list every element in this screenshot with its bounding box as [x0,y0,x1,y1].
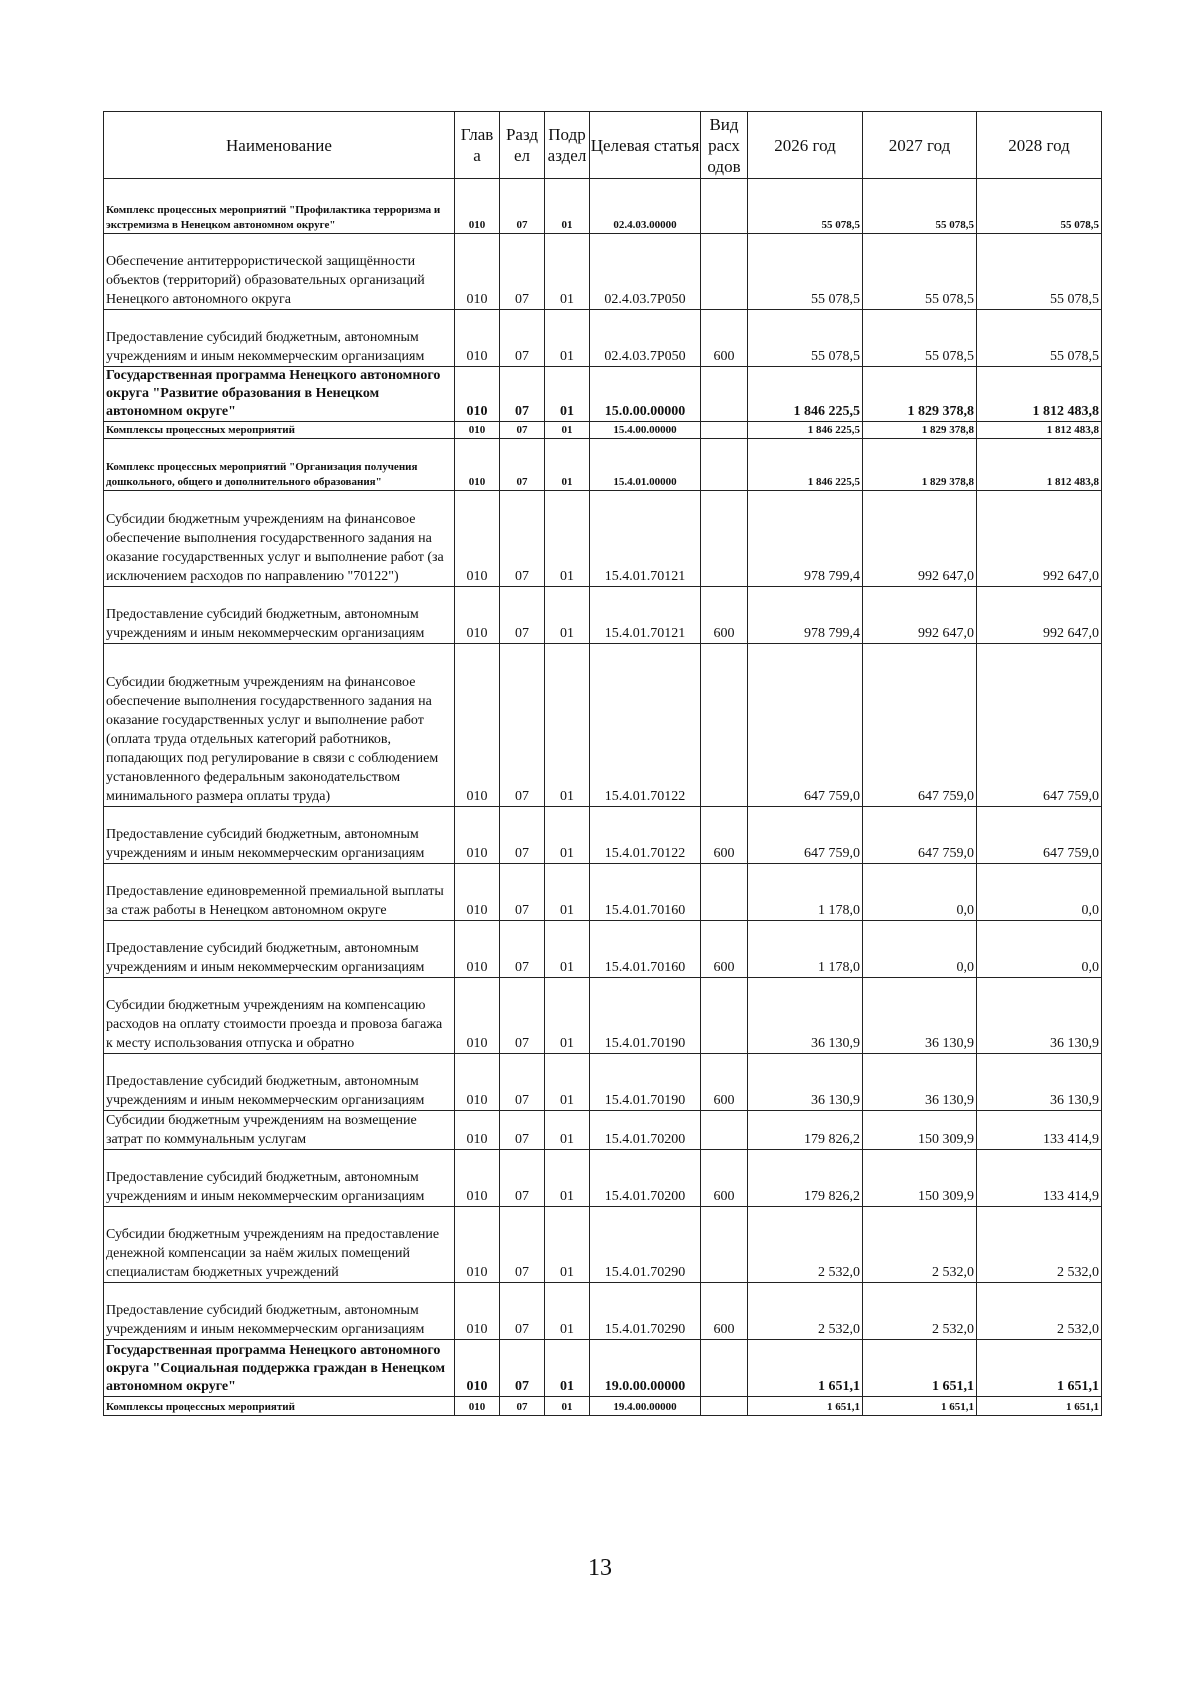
row-2027: 1 829 378,8 [863,439,977,491]
row-tselevaya: 15.4.01.70122 [590,644,701,807]
row-tselevaya: 02.4.03.7Р050 [590,234,701,310]
row-name: Предоставление субсидий бюджетным, автономным учреждениям и иным некоммерческим организациям [104,1054,455,1111]
row-2026: 1 178,0 [748,864,863,921]
row-2026: 2 532,0 [748,1283,863,1340]
header-tselevaya: Целевая статья [590,112,701,179]
table-row [104,422,1102,439]
row-name: Обеспечение антитеррористической защищённости объектов (территорий) образовательных организаций Ненецкого автономного округа [104,234,455,310]
row-2027: 150 309,9 [863,1150,977,1207]
table-body [104,179,1102,1416]
row-vid [701,234,748,310]
row-vid: 600 [701,587,748,644]
row-name: Субсидии бюджетным учреждениям на предоставление денежной компенсации за наём жилых помещений специалистам бюджетных учреждений [104,1207,455,1283]
row-razdel: 07 [500,310,545,367]
row-2027: 1 829 378,8 [863,422,977,439]
row-vid: 600 [701,1150,748,1207]
row-2026: 2 532,0 [748,1207,863,1283]
row-razdel: 07 [500,367,545,422]
row-2026: 55 078,5 [748,310,863,367]
table-row [104,1207,1102,1283]
row-tselevaya: 15.4.01.70290 [590,1207,701,1283]
row-2028: 1 812 483,8 [977,367,1102,422]
row-2028: 36 130,9 [977,1054,1102,1111]
row-vid [701,1340,748,1397]
row-tselevaya: 15.4.00.00000 [590,422,701,439]
row-2028: 1 651,1 [977,1397,1102,1416]
row-razdel: 07 [500,644,545,807]
row-2027: 1 829 378,8 [863,367,977,422]
table-row [104,978,1102,1054]
header-2026: 2026 год [748,112,863,179]
row-razdel: 07 [500,234,545,310]
row-2028: 2 532,0 [977,1283,1102,1340]
row-name: Комплекс процессных мероприятий "Организация получения дошкольного, общего и дополнительного образования" [104,439,455,491]
row-tselevaya: 19.0.00.00000 [590,1340,701,1397]
row-vid: 600 [701,807,748,864]
row-2026: 1 846 225,5 [748,422,863,439]
row-tselevaya: 15.4.01.70160 [590,921,701,978]
row-glava: 010 [455,587,500,644]
table-header-row [104,112,1102,179]
row-podrazdel: 01 [545,1340,590,1397]
row-glava: 010 [455,864,500,921]
row-podrazdel: 01 [545,179,590,234]
row-glava: 010 [455,644,500,807]
row-2026: 978 799,4 [748,491,863,587]
row-2026: 1 651,1 [748,1397,863,1416]
table-row [104,1340,1102,1397]
table-row [104,587,1102,644]
row-vid [701,439,748,491]
row-2027: 647 759,0 [863,644,977,807]
row-glava: 010 [455,367,500,422]
row-name: Государственная программа Ненецкого автономного округа "Развитие образования в Ненецком автономном округе" [104,367,455,422]
table-row [104,1283,1102,1340]
row-razdel: 07 [500,1150,545,1207]
row-2028: 992 647,0 [977,491,1102,587]
row-name: Комплексы процессных мероприятий [104,422,455,439]
row-vid [701,1207,748,1283]
row-glava: 010 [455,422,500,439]
row-podrazdel: 01 [545,807,590,864]
header-2027: 2027 год [863,112,977,179]
row-podrazdel: 01 [545,978,590,1054]
row-razdel: 07 [500,978,545,1054]
row-podrazdel: 01 [545,367,590,422]
row-tselevaya: 15.4.01.70290 [590,1283,701,1340]
row-2026: 1 846 225,5 [748,439,863,491]
row-name: Субсидии бюджетным учреждениям на финансовое обеспечение выполнения государственного задания на оказание государственных услуг и выполнение работ (оплата труда отдельных категорий работников, попадающих под регулирование в связи с соблюдением установленного федеральным законодательством минимального размера оплаты труда) [104,644,455,807]
header-name: Наименование [104,112,455,179]
row-2028: 0,0 [977,864,1102,921]
row-razdel: 07 [500,1397,545,1416]
row-razdel: 07 [500,587,545,644]
header-podrazdel: Подр аздел [545,112,590,179]
row-vid [701,978,748,1054]
row-razdel: 07 [500,439,545,491]
row-glava: 010 [455,978,500,1054]
row-2028: 36 130,9 [977,978,1102,1054]
row-name: Предоставление субсидий бюджетным, автономным учреждениям и иным некоммерческим организациям [104,1283,455,1340]
row-name: Предоставление субсидий бюджетным, автономным учреждениям и иным некоммерческим организациям [104,1150,455,1207]
row-tselevaya: 15.4.01.70190 [590,978,701,1054]
row-2026: 179 826,2 [748,1111,863,1150]
row-razdel: 07 [500,1340,545,1397]
row-2028: 55 078,5 [977,310,1102,367]
row-2028: 1 812 483,8 [977,439,1102,491]
row-tselevaya: 15.4.01.00000 [590,439,701,491]
table-row [104,491,1102,587]
row-glava: 010 [455,439,500,491]
row-2027: 1 651,1 [863,1397,977,1416]
row-podrazdel: 01 [545,1283,590,1340]
row-2028: 992 647,0 [977,587,1102,644]
row-razdel: 07 [500,864,545,921]
row-2028: 133 414,9 [977,1150,1102,1207]
row-vid [701,1397,748,1416]
row-podrazdel: 01 [545,1054,590,1111]
row-tselevaya: 15.4.01.70122 [590,807,701,864]
table-row [104,439,1102,491]
table-row [104,644,1102,807]
row-2027: 150 309,9 [863,1111,977,1150]
row-tselevaya: 15.0.00.00000 [590,367,701,422]
row-podrazdel: 01 [545,921,590,978]
row-podrazdel: 01 [545,1150,590,1207]
row-podrazdel: 01 [545,1397,590,1416]
row-glava: 010 [455,1150,500,1207]
row-name: Предоставление субсидий бюджетным, автономным учреждениям и иным некоммерческим организациям [104,921,455,978]
row-glava: 010 [455,921,500,978]
row-2027: 992 647,0 [863,587,977,644]
row-2028: 55 078,5 [977,234,1102,310]
row-glava: 010 [455,1207,500,1283]
row-tselevaya: 15.4.01.70160 [590,864,701,921]
row-glava: 010 [455,310,500,367]
table-row [104,1054,1102,1111]
table-row [104,921,1102,978]
row-2027: 55 078,5 [863,310,977,367]
row-glava: 010 [455,234,500,310]
row-name: Предоставление субсидий бюджетным, автономным учреждениям и иным некоммерческим организациям [104,310,455,367]
page-number: 13 [588,1555,612,1581]
table-row [104,310,1102,367]
row-vid [701,644,748,807]
row-razdel: 07 [500,1054,545,1111]
row-tselevaya: 15.4.01.70121 [590,587,701,644]
row-vid: 600 [701,1054,748,1111]
row-razdel: 07 [500,1283,545,1340]
row-tselevaya: 19.4.00.00000 [590,1397,701,1416]
row-vid [701,179,748,234]
row-vid: 600 [701,921,748,978]
row-2027: 0,0 [863,864,977,921]
row-2026: 36 130,9 [748,1054,863,1111]
row-tselevaya: 15.4.01.70190 [590,1054,701,1111]
row-name: Предоставление единовременной премиальной выплаты за стаж работы в Ненецком автономном округе [104,864,455,921]
row-name: Субсидии бюджетным учреждениям на компенсацию расходов на оплату стоимости проезда и провоза багажа к месту использования отпуска и обратно [104,978,455,1054]
row-2026: 1 178,0 [748,921,863,978]
row-2028: 2 532,0 [977,1207,1102,1283]
header-2028: 2028 год [977,112,1102,179]
row-podrazdel: 01 [545,422,590,439]
row-razdel: 07 [500,179,545,234]
row-name: Государственная программа Ненецкого автономного округа "Социальная поддержка граждан в Ненецком автономном округе" [104,1340,455,1397]
table-row [104,864,1102,921]
row-2026: 1 846 225,5 [748,367,863,422]
table-row [104,1397,1102,1416]
row-vid [701,864,748,921]
row-2027: 36 130,9 [863,1054,977,1111]
row-2028: 1 651,1 [977,1340,1102,1397]
row-name: Предоставление субсидий бюджетным, автономным учреждениям и иным некоммерческим организациям [104,587,455,644]
row-razdel: 07 [500,807,545,864]
row-vid [701,422,748,439]
row-2028: 1 812 483,8 [977,422,1102,439]
row-name: Предоставление субсидий бюджетным, автономным учреждениям и иным некоммерческим организациям [104,807,455,864]
row-razdel: 07 [500,1111,545,1150]
table-row [104,807,1102,864]
row-razdel: 07 [500,1207,545,1283]
row-glava: 010 [455,1283,500,1340]
row-2027: 36 130,9 [863,978,977,1054]
budget-table [103,111,1102,1416]
header-razdel: Разд ел [500,112,545,179]
row-glava: 010 [455,179,500,234]
header-glava: Глав а [455,112,500,179]
row-vid: 600 [701,310,748,367]
row-2027: 55 078,5 [863,179,977,234]
row-podrazdel: 01 [545,234,590,310]
row-2026: 647 759,0 [748,644,863,807]
row-podrazdel: 01 [545,864,590,921]
row-tselevaya: 02.4.03.7Р050 [590,310,701,367]
row-2027: 0,0 [863,921,977,978]
row-tselevaya: 15.4.01.70200 [590,1150,701,1207]
table-row [104,1111,1102,1150]
row-podrazdel: 01 [545,1207,590,1283]
row-2028: 55 078,5 [977,179,1102,234]
row-2027: 1 651,1 [863,1340,977,1397]
row-2027: 992 647,0 [863,491,977,587]
row-2026: 55 078,5 [748,234,863,310]
table-row [104,1150,1102,1207]
row-2026: 36 130,9 [748,978,863,1054]
row-podrazdel: 01 [545,587,590,644]
row-tselevaya: 15.4.01.70200 [590,1111,701,1150]
row-2026: 55 078,5 [748,179,863,234]
row-2028: 647 759,0 [977,644,1102,807]
row-2028: 0,0 [977,921,1102,978]
row-vid [701,491,748,587]
row-podrazdel: 01 [545,439,590,491]
row-2027: 2 532,0 [863,1283,977,1340]
row-glava: 010 [455,807,500,864]
row-name: Комплексы процессных мероприятий [104,1397,455,1416]
row-2027: 647 759,0 [863,807,977,864]
table-row [104,234,1102,310]
row-2026: 1 651,1 [748,1340,863,1397]
table-row [104,179,1102,234]
row-vid [701,367,748,422]
row-name: Субсидии бюджетным учреждениям на возмещение затрат по коммунальным услугам [104,1111,455,1150]
row-podrazdel: 01 [545,644,590,807]
row-tselevaya: 02.4.03.00000 [590,179,701,234]
row-2027: 2 532,0 [863,1207,977,1283]
row-podrazdel: 01 [545,1111,590,1150]
row-glava: 010 [455,1111,500,1150]
row-vid: 600 [701,1283,748,1340]
row-2026: 978 799,4 [748,587,863,644]
row-razdel: 07 [500,422,545,439]
row-name: Субсидии бюджетным учреждениям на финансовое обеспечение выполнения государственного задания на оказание государственных услуг и выполнение работ (за исключением расходов по направлению "70122") [104,491,455,587]
table-row [104,367,1102,422]
row-2028: 133 414,9 [977,1111,1102,1150]
row-tselevaya: 15.4.01.70121 [590,491,701,587]
row-2027: 55 078,5 [863,234,977,310]
row-vid [701,1111,748,1150]
row-name: Комплекс процессных мероприятий "Профилактика терроризма и экстремизма в Ненецком автономном округе" [104,179,455,234]
row-podrazdel: 01 [545,310,590,367]
row-glava: 010 [455,1340,500,1397]
row-glava: 010 [455,1397,500,1416]
row-razdel: 07 [500,921,545,978]
row-glava: 010 [455,1054,500,1111]
row-glava: 010 [455,491,500,587]
header-vid: Вид расх одов [701,112,748,179]
row-2026: 647 759,0 [748,807,863,864]
row-razdel: 07 [500,491,545,587]
row-2026: 179 826,2 [748,1150,863,1207]
row-2028: 647 759,0 [977,807,1102,864]
row-podrazdel: 01 [545,491,590,587]
